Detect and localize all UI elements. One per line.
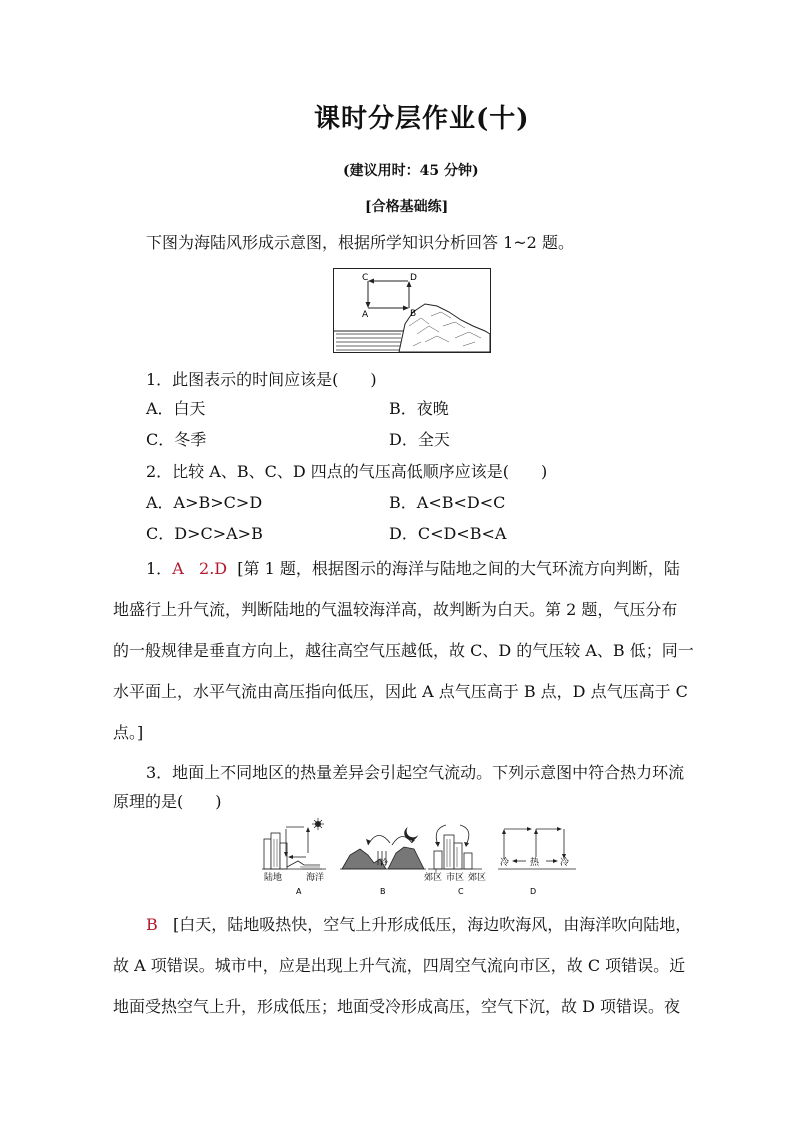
explanation-line-3: 的一般规律是垂直方向上，越往高空气压越低，故 C、D 的气压较 A、B 低；同一 (113, 641, 694, 660)
time-hint: (建议用时：45 分钟) (343, 163, 479, 179)
q2-option-b: B．A<B<D<C (389, 493, 506, 512)
q3-stem-line-1: 3．地面上不同地区的热量差异会引起空气流动。下列示意图中符合热力环流 (146, 763, 685, 782)
answer-2: 2.D (199, 559, 228, 578)
answer-3: B (146, 915, 158, 934)
suburb-label-right: 郊区 (468, 873, 487, 883)
diagram-d (498, 827, 576, 869)
answer-1: A (172, 559, 184, 578)
point-c-label: C (362, 273, 369, 283)
land-label: 陆地 (264, 873, 283, 883)
caption-a: A (296, 887, 302, 896)
caption-d: D (530, 887, 537, 896)
thermal-circulation-diagrams (260, 815, 580, 897)
hot-label-d: 热 (530, 858, 540, 868)
q1-option-c: C．冬季 (146, 430, 207, 449)
q1-stem: 1．此图表示的时间应该是( ) (146, 370, 377, 389)
q1-option-a: A．白天 (146, 399, 206, 418)
q1-option-d: D．全天 (389, 430, 450, 449)
point-b-label: B (410, 309, 417, 319)
sea-land-breeze-diagram (333, 268, 491, 353)
q2-option-c: C．D>C>A>B (146, 524, 263, 543)
section-heading: [合格基础练] (365, 199, 449, 215)
q2-option-a: A．A>B>C>D (146, 493, 263, 512)
city-label: 市区 (446, 873, 465, 883)
diagram-c (424, 825, 486, 883)
suburb-label-left: 郊区 (424, 873, 443, 883)
answer-1-2-first-line (146, 556, 680, 579)
sea-label: 海洋 (306, 873, 325, 883)
point-d-label: D (410, 273, 417, 283)
caption-c: C (458, 887, 464, 896)
explanation-line-5: 点。] (113, 723, 144, 742)
explanation-line-1: [第 1 题，根据图示的海洋与陆地之间的大气环流方向判断，陆 (237, 559, 680, 578)
explanation-line-2: 地盛行上升气流，判断陆地的气温较海洋高，故判断为白天。第 2 题，气压分布 (113, 600, 678, 619)
cold-label-d-right: 冷 (560, 858, 570, 868)
answer-3-first-line (146, 912, 691, 935)
point-a-label: A (362, 310, 369, 320)
cold-label-b: 冷 (380, 858, 388, 867)
answer-prefix: 1． (146, 559, 173, 578)
q2-option-d: D．C<D<B<A (389, 524, 507, 543)
q3-stem-line-2: 原理的是( ) (113, 792, 222, 811)
diagram-b (340, 827, 426, 869)
answer-3-line-3: 地面受热空气上升，形成低压；地面受冷形成高压，空气下沉，故 D 项错误。夜 (113, 997, 681, 1016)
diagram-a (262, 818, 326, 883)
answer-3-line-1: [白天，陆地吸热快，空气上升形成低压，海边吹海风，由海洋吹向陆地， (173, 915, 692, 934)
q1-option-b: B．夜晚 (389, 399, 449, 418)
cold-label-d-left: 冷 (500, 858, 510, 868)
caption-b: B (380, 887, 386, 896)
q2-stem: 2．比较 A、B、C、D 四点的气压高低顺序应该是( ) (146, 462, 548, 481)
page-title: 课时分层作业(十) (314, 104, 530, 134)
answer-3-line-2: 故 A 项错误。城市中，应是出现上升气流，四周空气流向市区，故 C 项错误。近 (113, 956, 686, 975)
intro-text: 下图为海陆风形成示意图，根据所学知识分析回答 1~2 题。 (146, 233, 574, 252)
explanation-line-4: 水平面上，水平气流由高压指向低压，因此 A 点气压高于 B 点，D 点气压高于 C (113, 682, 688, 701)
